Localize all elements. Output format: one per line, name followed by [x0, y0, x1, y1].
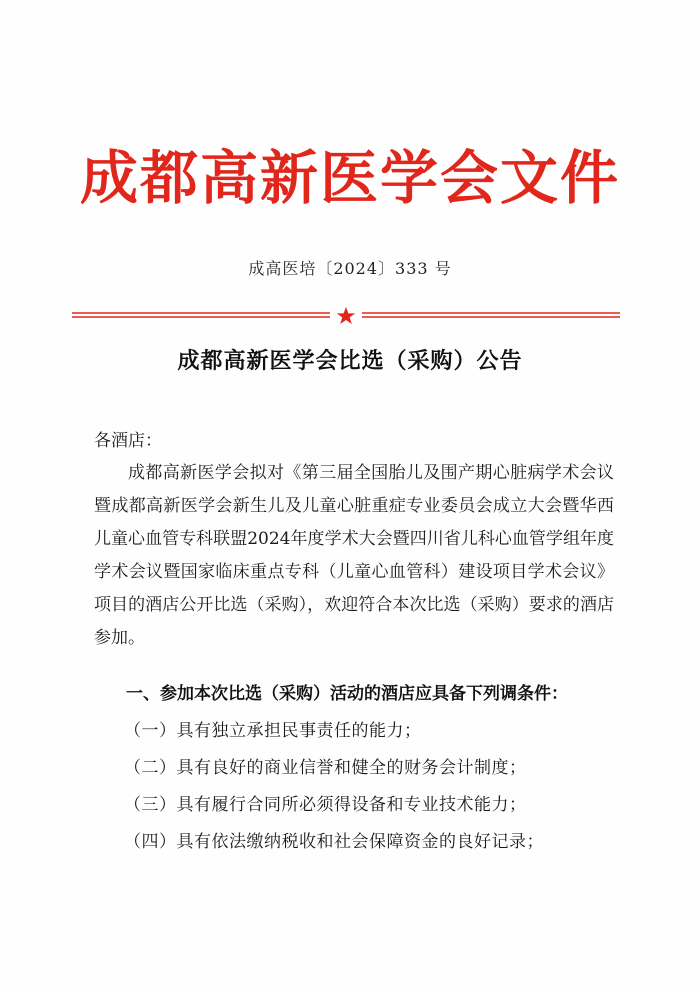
- list-item: （二）具有良好的商业信誉和健全的财务会计制度；: [124, 758, 527, 778]
- salutation: 各酒店：: [94, 431, 162, 451]
- document-header-title: 成都高新医学会文件: [79, 144, 620, 212]
- body-paragraph: 成都高新医学会拟对《第三届全国胎儿及围产期心脏病学术会议暨成都高新医学会新生儿及儿童心脏重症专业委员会成立大会暨华西儿童心血管专科联盟2024年度学术大会暨四川省儿科心血管学组年度学术会议暨国家临床重点专科（儿童心血管科）建设项目学术会议》项目的酒店公开比选（采购），欢迎符合本次比选（采购）要求的酒店参加。: [94, 463, 614, 648]
- document-number: 成高医培〔2024〕333 号: [248, 259, 452, 278]
- section-heading: 一、参加本次比选（采购）活动的酒店应具备下列调条件：: [126, 684, 568, 704]
- red-divider: [72, 306, 620, 326]
- star-icon: [337, 307, 355, 324]
- page-title: 成都高新医学会比选（采购）公告: [177, 348, 523, 374]
- list-item: （四）具有依法缴纳税收和社会保障资金的良好记录；: [124, 832, 544, 852]
- list-item: （三）具有履行合同所必须得设备和专业技术能力；: [124, 795, 527, 815]
- list-item: （一）具有独立承担民事责任的能力；: [124, 721, 422, 741]
